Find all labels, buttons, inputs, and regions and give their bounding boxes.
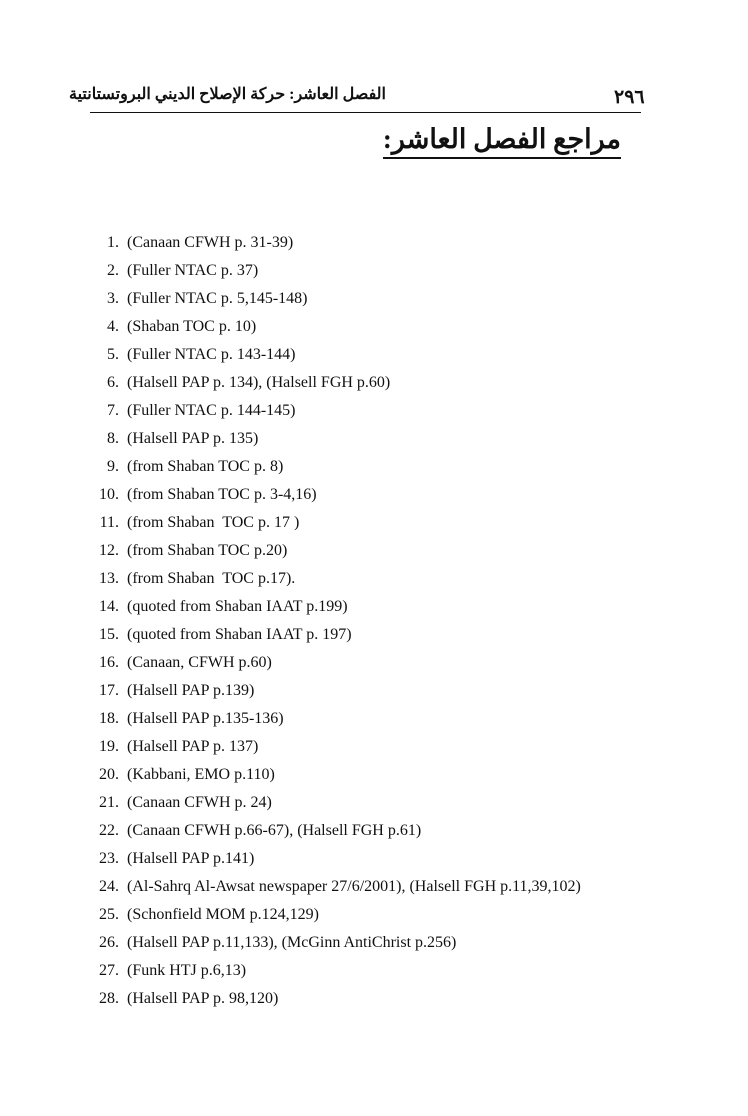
reference-text: (Fuller NTAC p. 144-145) xyxy=(127,402,296,419)
reference-item xyxy=(92,845,581,873)
reference-text: (from Shaban TOC p. 3-4,16) xyxy=(127,486,317,503)
reference-text: (Fuller NTAC p. 143-144) xyxy=(127,346,296,363)
reference-item xyxy=(92,873,581,901)
reference-number: 20. xyxy=(99,766,119,783)
reference-item xyxy=(92,229,581,257)
reference-number: 23. xyxy=(99,850,119,867)
reference-item xyxy=(92,285,581,313)
reference-text: (quoted from Shaban IAAT p.199) xyxy=(127,598,348,615)
reference-item xyxy=(92,257,581,285)
reference-text: (Kabbani, EMO p.110) xyxy=(127,766,275,783)
reference-number: 7. xyxy=(107,402,119,419)
reference-item xyxy=(92,593,581,621)
reference-number: 21. xyxy=(99,794,119,811)
reference-item xyxy=(92,397,581,425)
reference-item xyxy=(92,649,581,677)
reference-text: (Halsell PAP p. 137) xyxy=(127,738,259,755)
reference-text: (Schonfield MOM p.124,129) xyxy=(127,906,319,923)
reference-text: (Halsell PAP p. 135) xyxy=(127,430,259,447)
reference-text: (Halsell PAP p.139) xyxy=(127,682,255,699)
reference-text: (Halsell PAP p.135-136) xyxy=(127,710,284,727)
reference-number: 14. xyxy=(99,598,119,615)
reference-text: (Funk HTJ p.6,13) xyxy=(127,962,247,979)
reference-item xyxy=(92,901,581,929)
references-list xyxy=(92,229,581,1013)
reference-text: (Halsell PAP p.141) xyxy=(127,850,255,867)
reference-text: (Shaban TOC p. 10) xyxy=(127,318,257,335)
page-number: ٢٩٦ xyxy=(614,87,645,108)
reference-number: 5. xyxy=(107,346,119,363)
reference-number: 16. xyxy=(99,654,119,671)
reference-number: 19. xyxy=(99,738,119,755)
reference-item xyxy=(92,425,581,453)
reference-item xyxy=(92,817,581,845)
section-title: مراجع الفصل العاشر: xyxy=(383,124,621,159)
reference-number: 27. xyxy=(99,962,119,979)
reference-text: (Halsell PAP p. 134), (Halsell FGH p.60) xyxy=(127,374,391,391)
reference-item xyxy=(92,705,581,733)
reference-item xyxy=(92,677,581,705)
reference-text: (Canaan CFWH p.66-67), (Halsell FGH p.61) xyxy=(127,822,422,839)
reference-text: (from Shaban TOC p. 8) xyxy=(127,458,284,475)
reference-text: (Al-Sahrq Al-Awsat newspaper 27/6/2001), (Halsell FGH p.11,39,102) xyxy=(127,878,581,895)
reference-number: 12. xyxy=(99,542,119,559)
reference-number: 18. xyxy=(99,710,119,727)
reference-item xyxy=(92,565,581,593)
reference-item xyxy=(92,453,581,481)
reference-number: 6. xyxy=(107,374,119,391)
reference-item xyxy=(92,985,581,1013)
reference-number: 17. xyxy=(99,682,119,699)
reference-number: 26. xyxy=(99,934,119,951)
reference-item xyxy=(92,789,581,817)
reference-text: (Canaan, CFWH p.60) xyxy=(127,654,272,671)
reference-number: 9. xyxy=(107,458,119,475)
running-header: الفصل العاشر: حركة الإصلاح الديني البروتستانتية xyxy=(69,86,386,103)
reference-item xyxy=(92,733,581,761)
reference-number: 25. xyxy=(99,906,119,923)
reference-text: (Fuller NTAC p. 5,145-148) xyxy=(127,290,308,307)
reference-number: 1. xyxy=(107,234,119,251)
reference-item xyxy=(92,369,581,397)
reference-text: (from Shaban TOC p.17). xyxy=(127,570,296,587)
reference-number: 4. xyxy=(107,318,119,335)
reference-number: 22. xyxy=(99,822,119,839)
reference-item xyxy=(92,929,581,957)
reference-number: 3. xyxy=(107,290,119,307)
reference-number: 2. xyxy=(107,262,119,279)
reference-item xyxy=(92,509,581,537)
reference-item xyxy=(92,481,581,509)
reference-number: 8. xyxy=(107,430,119,447)
reference-text: (Halsell PAP p.11,133), (McGinn AntiChrist p.256) xyxy=(127,934,457,951)
reference-text: (Canaan CFWH p. 24) xyxy=(127,794,272,811)
reference-item xyxy=(92,341,581,369)
reference-text: (from Shaban TOC p.20) xyxy=(127,542,288,559)
reference-text: (quoted from Shaban IAAT p. 197) xyxy=(127,626,352,643)
header-divider xyxy=(90,112,641,113)
reference-number: 28. xyxy=(99,990,119,1007)
reference-number: 13. xyxy=(99,570,119,587)
reference-item xyxy=(92,621,581,649)
reference-item xyxy=(92,313,581,341)
reference-item xyxy=(92,761,581,789)
reference-text: (Halsell PAP p. 98,120) xyxy=(127,990,279,1007)
reference-number: 11. xyxy=(99,514,119,531)
reference-text: (Canaan CFWH p. 31-39) xyxy=(127,234,294,251)
reference-text: (from Shaban TOC p. 17 ) xyxy=(127,514,300,531)
reference-item xyxy=(92,957,581,985)
reference-item xyxy=(92,537,581,565)
reference-number: 10. xyxy=(99,486,119,503)
reference-number: 24. xyxy=(99,878,119,895)
reference-number: 15. xyxy=(99,626,119,643)
reference-text: (Fuller NTAC p. 37) xyxy=(127,262,259,279)
